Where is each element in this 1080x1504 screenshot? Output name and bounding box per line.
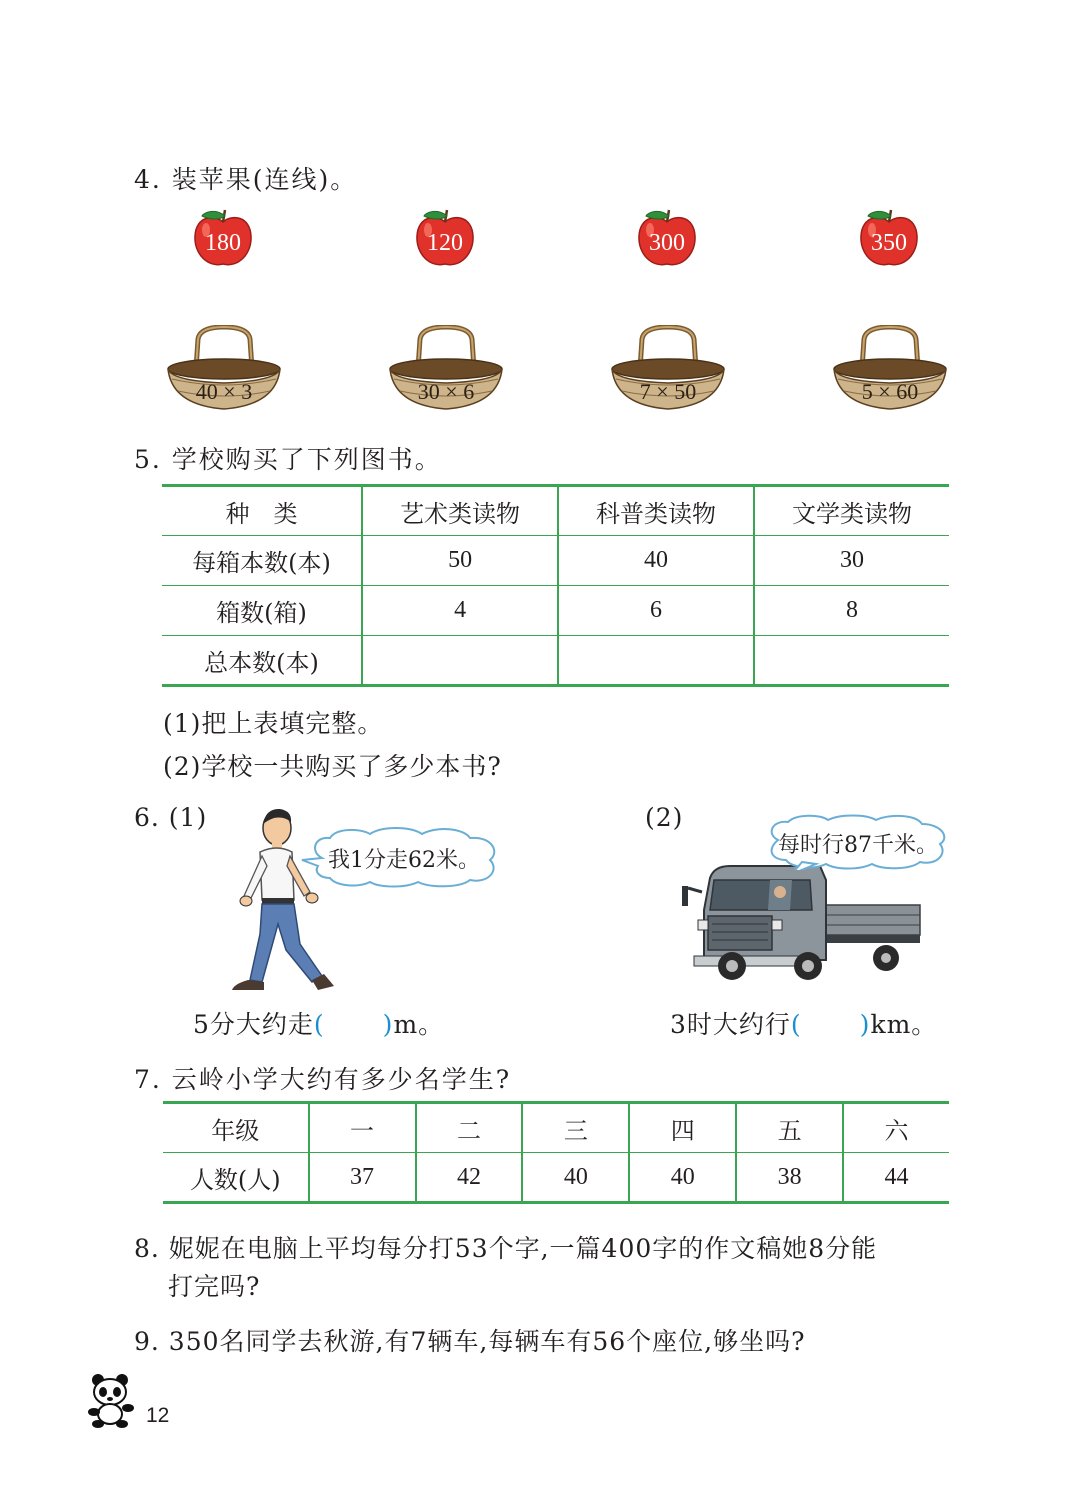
- q8-line1: 8. 妮妮在电脑上平均每分打53个字,一篇400字的作文稿她8分能: [134, 1234, 878, 1263]
- table-cell: 50: [362, 536, 558, 586]
- table-cell: 37: [309, 1153, 416, 1203]
- apple-value: 180: [205, 230, 241, 256]
- apple-value: 300: [649, 230, 685, 256]
- answer-cell[interactable]: [558, 636, 754, 686]
- header-cell-type: 种 类: [162, 486, 362, 536]
- truck-illustration: [680, 860, 925, 990]
- q6-answer-2-prefix: 3时大约行: [670, 1010, 791, 1039]
- basket-2[interactable]: [610, 325, 726, 411]
- apple-3[interactable]: [856, 208, 922, 270]
- table-row: [163, 1153, 949, 1203]
- table-cell: 40: [522, 1153, 629, 1203]
- header-cell: 五: [736, 1103, 843, 1153]
- header-cell: 三: [522, 1103, 629, 1153]
- row-label: 箱数(箱): [162, 586, 362, 636]
- table-cell: 44: [843, 1153, 949, 1203]
- basket-expression: 5 × 60: [861, 379, 919, 404]
- basket-expression: 7 × 50: [639, 379, 697, 404]
- basket-3[interactable]: [832, 325, 948, 411]
- header-cell-science: 科普类读物: [558, 486, 754, 536]
- q5-title: 5. 学校购买了下列图书。: [134, 445, 442, 474]
- header-cell-literature: 文学类读物: [754, 486, 949, 536]
- table-cell: 40: [558, 536, 754, 586]
- row-label: 人数(人): [163, 1153, 309, 1203]
- header-cell: 四: [629, 1103, 736, 1153]
- header-cell: 六: [843, 1103, 949, 1153]
- basket-expression: 40 × 3: [195, 379, 253, 404]
- table-cell: 4: [362, 586, 558, 636]
- student-table: [163, 1101, 949, 1204]
- q6-answer-2: [670, 1005, 937, 1041]
- answer-cell[interactable]: [754, 636, 949, 686]
- q5-sub2: (2)学校一共购买了多少本书?: [163, 752, 502, 781]
- student-table-header: [163, 1103, 949, 1153]
- table-cell: 38: [736, 1153, 843, 1203]
- q6-answer-2-suffix: km。: [870, 1010, 938, 1039]
- apple-value: 120: [427, 230, 463, 256]
- q9-text: 9. 350名同学去秋游,有7辆车,每辆车有56个座位,够坐吗?: [134, 1327, 806, 1356]
- apple-0[interactable]: [190, 208, 256, 270]
- q6-answer-1: [193, 1005, 444, 1041]
- q4-title: 4. 装苹果(连线)。: [134, 165, 358, 194]
- q5-sub1: (1)把上表填完整。: [163, 709, 384, 738]
- speech-bubble-1-text: 我1分走62米。: [328, 848, 480, 873]
- table-row: [162, 536, 949, 586]
- paren-open: (: [790, 1010, 802, 1039]
- basket-1[interactable]: [388, 325, 504, 411]
- table-row: [162, 636, 949, 686]
- table-row: [162, 586, 949, 636]
- q6-answer-1-suffix: m。: [393, 1010, 445, 1039]
- q8-line2: 打完吗?: [168, 1272, 261, 1301]
- header-cell: 二: [416, 1103, 523, 1153]
- table-cell: 8: [754, 586, 949, 636]
- table-cell: 6: [558, 586, 754, 636]
- table-cell: 42: [416, 1153, 523, 1203]
- book-table-header: [162, 486, 949, 536]
- q6-number: 6. (1): [134, 803, 208, 832]
- row-label: 总本数(本): [162, 636, 362, 686]
- speech-bubble-2-text: 每时行87千米。: [778, 833, 938, 858]
- q6-answer-1-prefix: 5分大约走: [193, 1010, 314, 1039]
- row-label: 每箱本数(本): [162, 536, 362, 586]
- basket-0[interactable]: [166, 325, 282, 411]
- panda-icon: [86, 1372, 138, 1428]
- apple-value: 350: [871, 230, 907, 256]
- book-table: [162, 484, 949, 687]
- q7-title: 7. 云岭小学大约有多少名学生?: [134, 1065, 512, 1094]
- page-number: 12: [146, 1404, 170, 1427]
- paren-close: ): [382, 1010, 394, 1039]
- paren-open: (: [313, 1010, 325, 1039]
- header-cell: 一: [309, 1103, 416, 1153]
- header-cell-art: 艺术类读物: [362, 486, 558, 536]
- header-cell-grade: 年级: [163, 1103, 309, 1153]
- apple-1[interactable]: [412, 208, 478, 270]
- basket-expression: 30 × 6: [417, 379, 475, 404]
- table-cell: 40: [629, 1153, 736, 1203]
- paren-close: ): [859, 1010, 871, 1039]
- answer-cell[interactable]: [362, 636, 558, 686]
- table-cell: 30: [754, 536, 949, 586]
- apple-2[interactable]: [634, 208, 700, 270]
- q6-part2-number: (2): [645, 803, 684, 832]
